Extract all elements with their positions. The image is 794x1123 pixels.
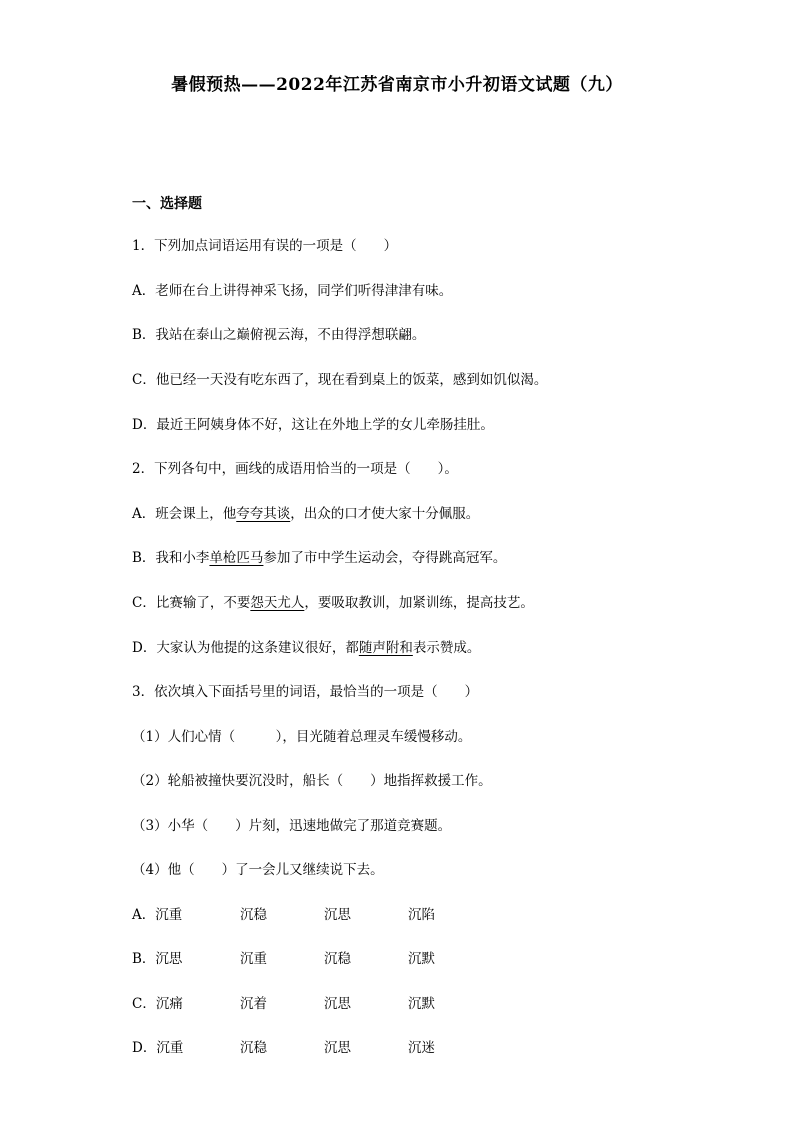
question-2-option-a: A．班会课上，他夸夸其谈，出众的口才使大家十分佩服。 (132, 506, 480, 522)
question-3-stem: 3．依次填入下面括号里的词语，最恰当的一项是（ ） (132, 684, 479, 700)
question-1-stem: 1．下列加点词语运用有误的一项是（ ） (132, 238, 398, 254)
underlined-idiom: 随声附和 (358, 640, 413, 656)
question-1-option-d: D．最近王阿姨身体不好，这让在外地上学的女儿牵肠挂肚。 (132, 417, 494, 433)
underlined-idiom: 怨天尤人 (250, 595, 305, 611)
question-1-option-b: B．我站在泰山之巅俯视云海，不由得浮想联翩。 (132, 327, 426, 343)
question-2-option-b: B．我和小李单枪匹马参加了市中学生运动会，夺得跳高冠军。 (132, 550, 507, 566)
question-3-sentence-3: （3）小华（ ）片刻，迅速地做完了那道竞赛题。 (132, 818, 452, 834)
question-2-stem: 2．下列各句中，画线的成语用恰当的一项是（ ）。 (132, 461, 458, 477)
question-2-option-d: D．大家认为他提的这条建议很好，都随声附和表示赞成。 (132, 640, 481, 656)
page-title: 暑假预热——2022年江苏省南京市小升初语文试题（九） (171, 75, 623, 95)
question-2-option-c: C．比赛输了，不要怨天尤人，要吸取教训，加紧训练，提高技艺。 (132, 595, 534, 611)
underlined-idiom: 夸夸其谈 (236, 506, 291, 522)
section-heading-choice: 一、选择题 (132, 196, 202, 212)
question-3-sentence-4: （4）他（ ）了一会儿又继续说下去。 (132, 862, 384, 878)
question-3-sentence-2: （2）轮船被撞快要沉没时，船长（ ）地指挥救援工作。 (132, 773, 492, 789)
question-1-option-a: A．老师在台上讲得神采飞扬，同学们听得津津有味。 (132, 283, 453, 299)
question-1-option-c: C．他已经一天没有吃东西了，现在看到桌上的饭菜，感到如饥似渴。 (132, 372, 548, 388)
question-3-sentence-1: （1）人们心情（ ），目光随着总理灵车缓慢移动。 (132, 729, 472, 745)
underlined-idiom: 单枪匹马 (209, 550, 264, 566)
